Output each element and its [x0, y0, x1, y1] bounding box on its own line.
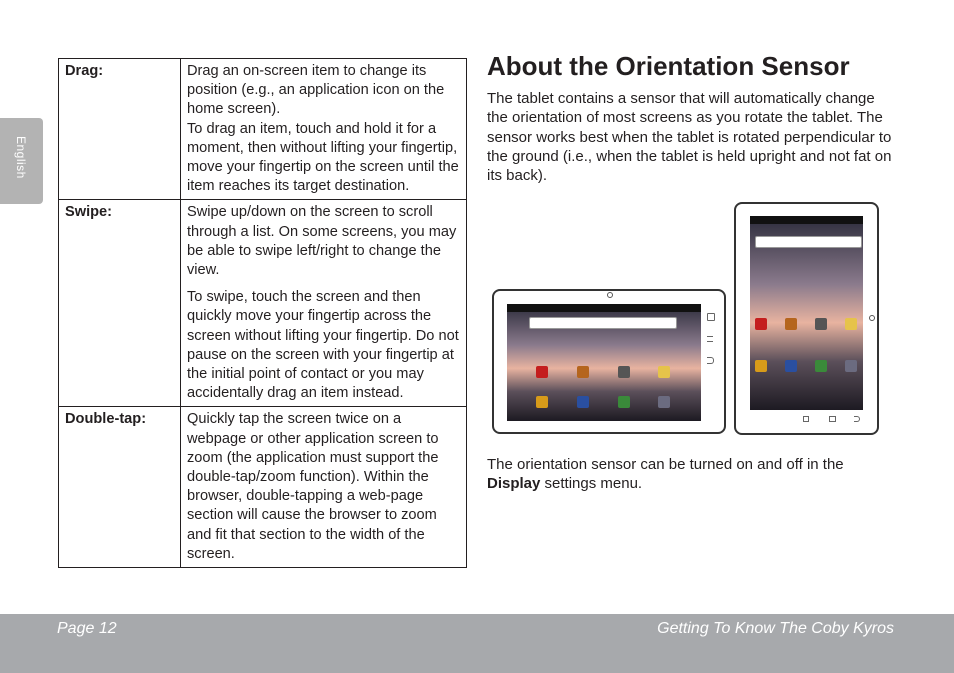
- gesture-paragraph: Swipe up/down on the screen to scroll through a list. On some screens, you may be able to swipe left/right to change the view.: [187, 204, 457, 279]
- gesture-paragraph: Quickly tap the screen twice on a webpage or other application screen to zoom (the application must support the double-tap/zoom function). Within the browser, double-tapping a web-page section will cause the browser to zoom and fit that section to the width of the screen.: [187, 411, 439, 562]
- page-footer: [0, 614, 954, 673]
- camera-icon: [607, 292, 613, 298]
- gesture-term: Drag:: [59, 59, 181, 200]
- tablet-screen: [507, 304, 701, 421]
- tablet-screen: [750, 216, 863, 410]
- menu-icon: [707, 336, 713, 342]
- table-row: [59, 200, 467, 407]
- back-icon: [707, 357, 714, 364]
- home-icon: [829, 416, 836, 422]
- gesture-paragraph: Drag an on-screen item to change its position (e.g., an application icon on the home screen). To drag an item, touch and hold it for a moment, then without lifting your fingertip, move your fingertip on the screen until the item reaches its target destination.: [187, 63, 459, 195]
- note-text: The orientation sensor can be turned on and off in the: [487, 456, 844, 473]
- language-tab-label: English: [14, 136, 28, 179]
- home-icon: [707, 313, 715, 321]
- table-row: [59, 407, 467, 568]
- orientation-setting-note: [487, 455, 897, 494]
- display-menu-name: Display: [487, 475, 541, 493]
- gesture-term: Double-tap:: [59, 407, 181, 568]
- gesture-description: [181, 407, 467, 568]
- footer-title: Getting To Know The Coby Kyros: [657, 620, 894, 637]
- section-title: About the Orientation Sensor: [487, 51, 850, 81]
- language-tab: [0, 118, 43, 204]
- gesture-table: [58, 58, 467, 568]
- gesture-description: [181, 200, 467, 407]
- table-row: [59, 59, 467, 200]
- gesture-paragraph: To swipe, touch the screen and then quickly move your fingertip across the screen without lifting your fingertip. Do not pause on the screen with your fingertip at the initial point of contact or you may accidentally drag an item instead.: [187, 289, 459, 402]
- back-icon: [854, 416, 860, 422]
- gesture-term: Swipe:: [59, 200, 181, 407]
- page-number: Page 12: [57, 620, 117, 637]
- camera-icon: [869, 315, 875, 321]
- note-text: settings menu.: [540, 475, 643, 493]
- menu-icon: [803, 416, 809, 422]
- landscape-tablet-image: [492, 289, 726, 434]
- portrait-tablet-image: [734, 202, 879, 435]
- section-intro: The tablet contains a sensor that will automatically change the orientation of most screens as you rotate the tablet. The sensor works best when the tablet is rotated perpendicular to the ground (i.e., when the tablet is held upright and not fat on its back).: [487, 90, 892, 185]
- gesture-description: [181, 59, 467, 200]
